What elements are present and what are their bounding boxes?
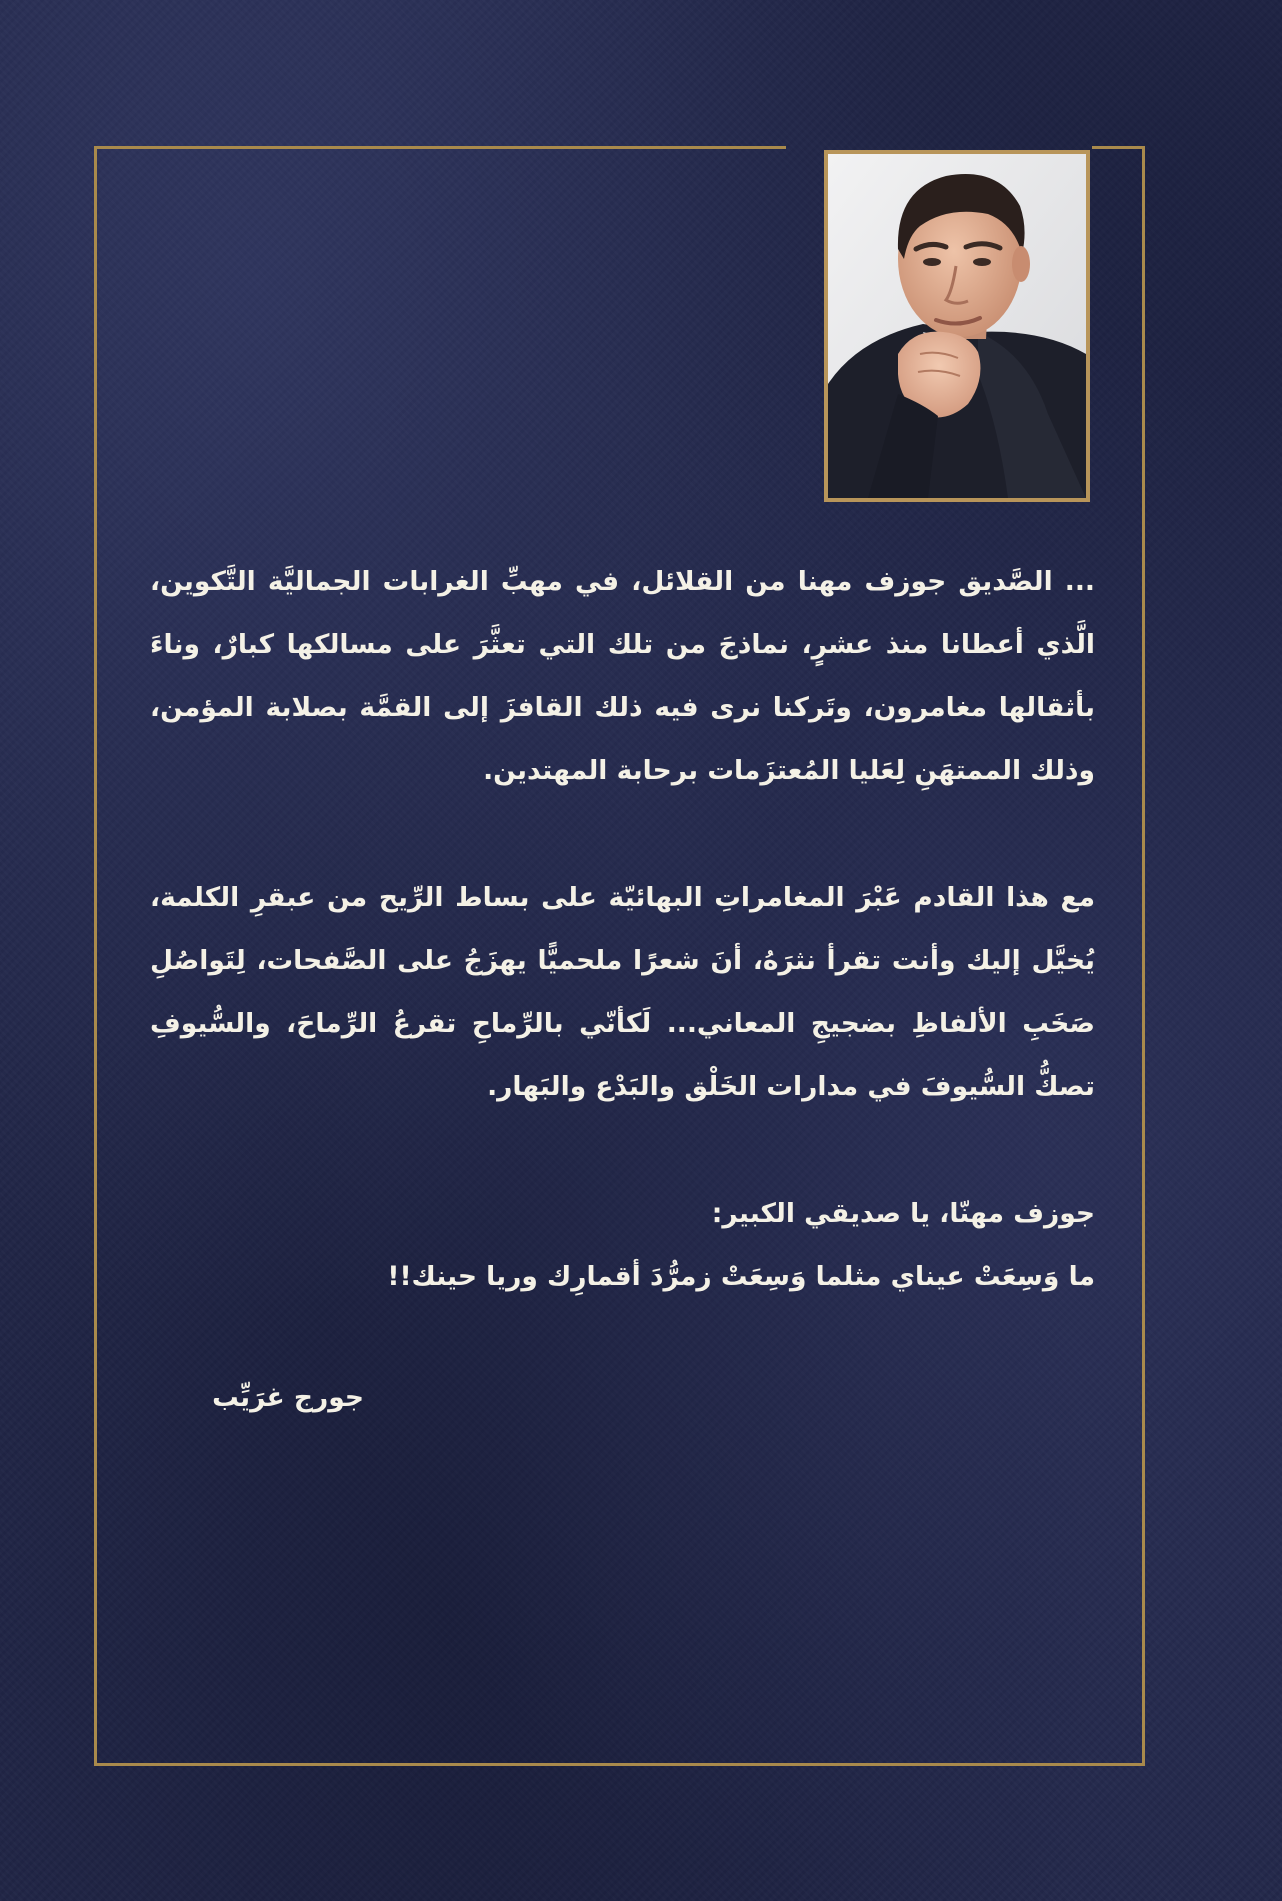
author-portrait	[824, 150, 1090, 502]
frame-top-edge-left	[94, 146, 786, 149]
frame-top-edge-right	[1092, 146, 1145, 149]
author-signature: جورج غرَيِّب	[212, 1382, 364, 1413]
closing-line-tribute: ما وَسِعَتْ عيناي مثلما وَسِعَتْ زمرُّدَ أقمارِك وريا حينك!!	[387, 1261, 1095, 1292]
intro-paragraph: ... الصَّديق جوزف مهنا من القلائل، في مهبِّ الغرابات الجماليَّة التَّكوين، الَّذي أعطانا منذ عشرٍ، نماذجَ من تلك التي تعثَّرَ على مسالكها كبارٌ، وناءَ بأثقالها مغامرون، وتَركنا نرى فيه ذلك القافزَ إلى القمَّة بصلابة المؤمن، وذلك الممتهَنِ لِعَليا المُعتزَمات برحابة المهتدين.	[150, 566, 1095, 786]
frame-bottom-edge	[94, 1763, 1145, 1766]
author-photo-icon	[828, 154, 1086, 498]
closing-line-greeting: جوزف مهنّا، يا صديقي الكبير:	[711, 1198, 1095, 1229]
frame-right-edge	[1142, 146, 1145, 1766]
closing-address	[150, 1182, 1095, 1308]
second-paragraph: مع هذا القادم عَبْرَ المغامراتِ البهائيّة على بساط الرِّيح من عبقرِ الكلمة، يُخيَّل إليك وأنت تقرأ نثرَهُ، أنَ شعرًا ملحميًّا يهزَجُ على الصَّفحات، لِتَواصُلِ صَخَبِ الألفاظِ بضجيجِ المعاني... لَكأنّي بالرِّماحِ تقرعُ الرِّماحَ، والسُّيوفِ تصكُّ السُّيوفَ في مدارات الخَلْق والبَدْع والبَهار.	[150, 882, 1095, 1102]
frame-left-edge	[94, 146, 97, 1766]
